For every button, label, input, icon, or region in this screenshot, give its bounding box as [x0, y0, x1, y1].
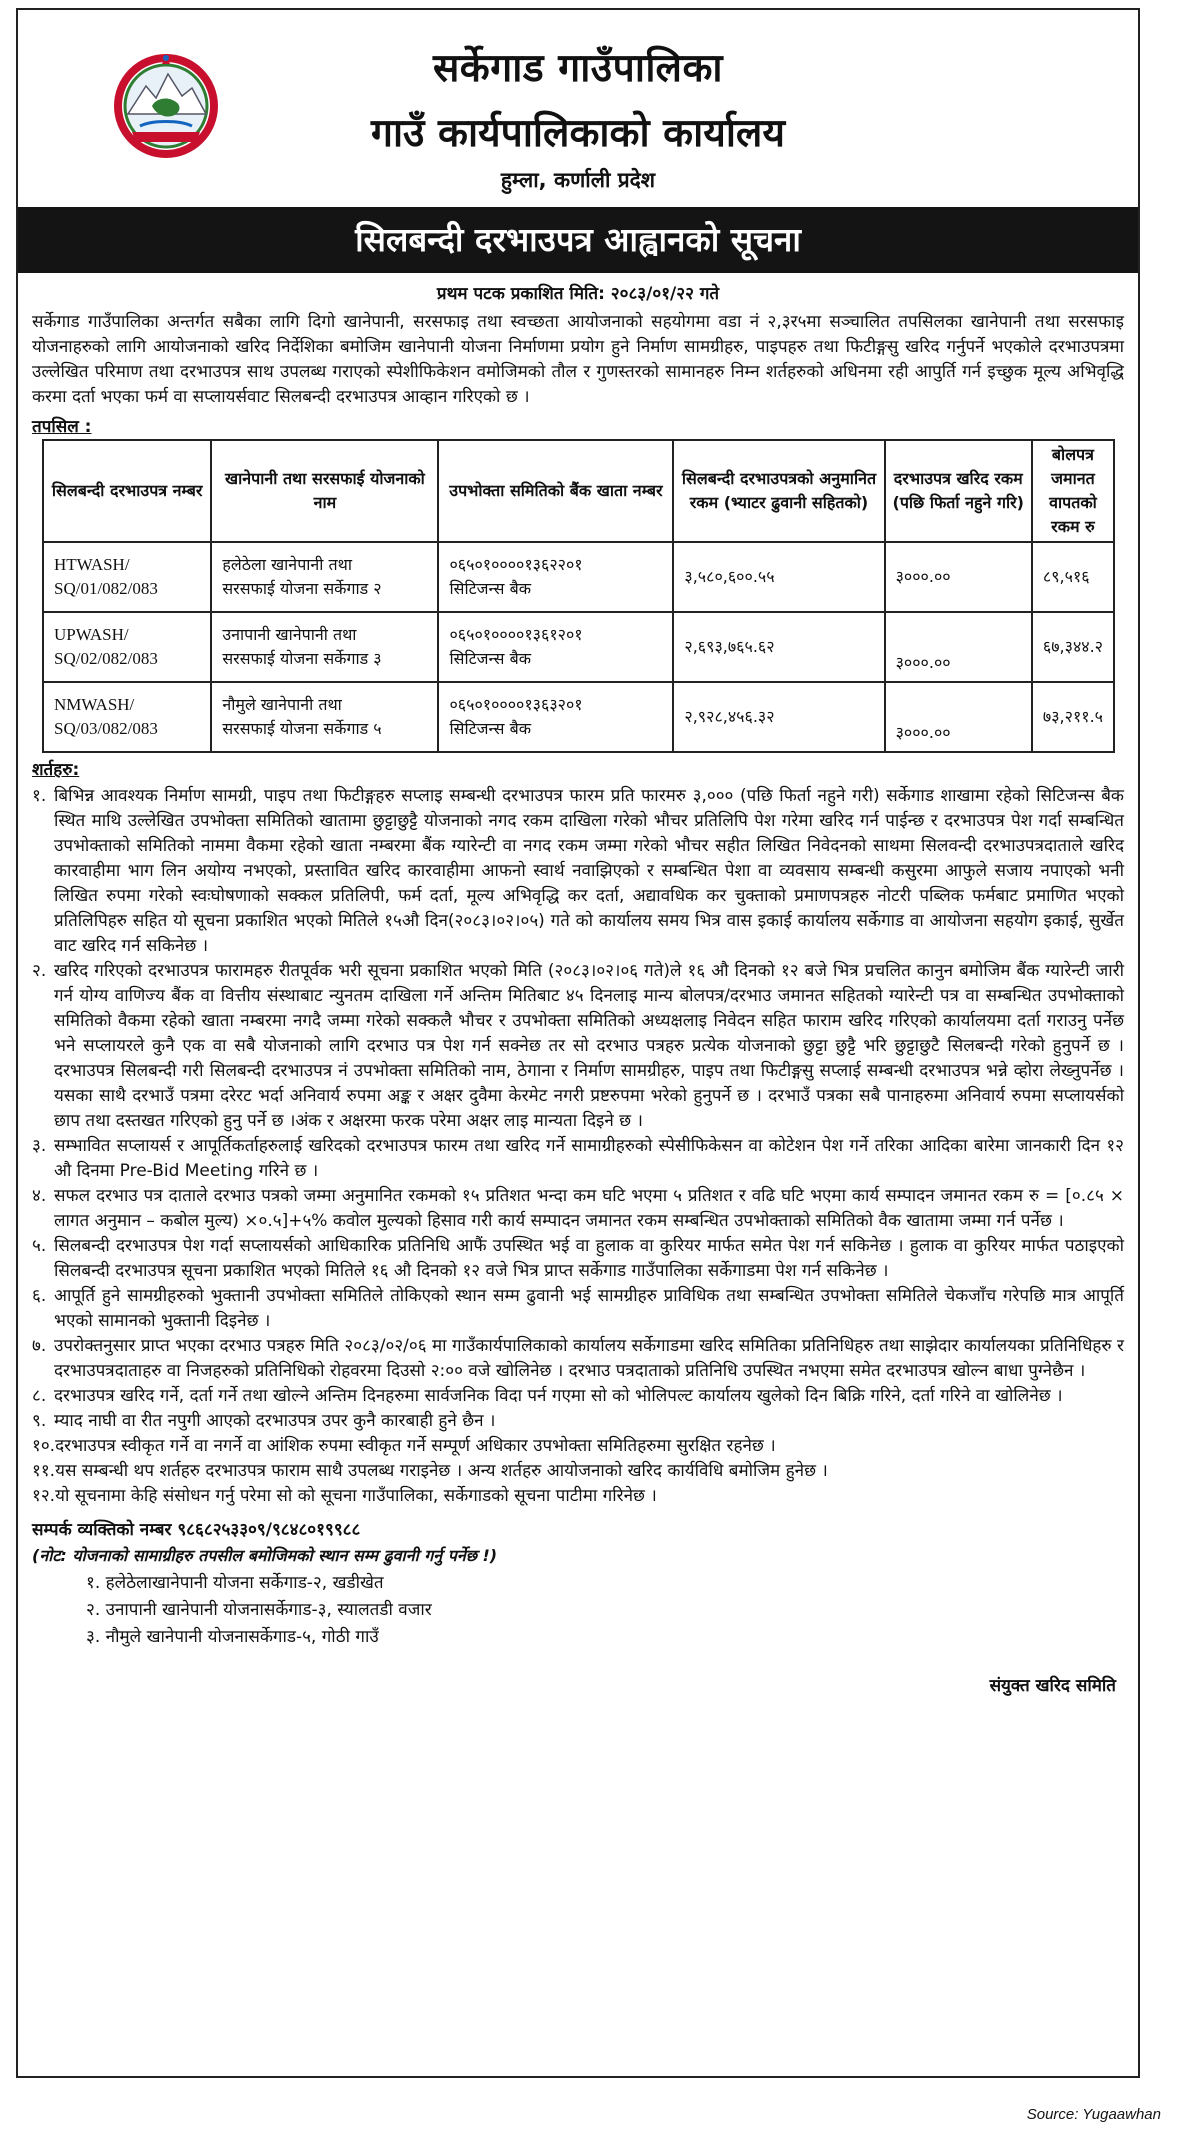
condition-number: ३. — [32, 1136, 47, 1156]
conditions-list — [32, 784, 1124, 1509]
bid-security-cell: ७३,२११.५ — [1032, 682, 1114, 752]
bank-name: सिटिजन्स बैक — [449, 649, 532, 668]
purchase-fee-cell: ३०००.०० — [885, 682, 1032, 752]
list-item — [32, 1409, 1124, 1434]
table-row — [43, 542, 1114, 612]
condition-text: आपूर्ति हुने सामग्रीहरुको भुक्तानी उपभोक्ता समितिले तोकिएको स्थान सम्म ढुवानी भई सामग्रीहरु प्राविधिक तथा सम्बन्धित उपभोक्ता समितिले चेकजाँच गरेपछि मात्र आपूर्ति भएको सामानको भुक्तानी दिइनेछ । — [54, 1286, 1124, 1331]
list-item — [32, 1184, 1124, 1234]
header-bank-account: उपभोक्ता समितिको बैंक खाता नम्बर — [438, 440, 673, 542]
intro-paragraph: सर्केगाड गाउँपालिका अन्तर्गत सबैका लागि दिगो खानेपानी, सरसफाइ तथा स्वच्छता आयोजनाको सहयोगमा वडा नं २,३र५मा सञ्चालित तपसिलका खानेपानी तथा सरसफाइ योजनाहरुको लागि आयोजनाको खरिद निर्देशिका बमोजिम खानेपानी योजना निर्माणमा प्रयोग हुने निर्माण सामग्रीहरु, पाइपहरु तथा फिटीङ्गसु खरिद गर्नुपर्ने भएकोले दरभाउपत्रमा उल्लेखित परिमाण तथा दरभाउपत्र साथ उपलब्ध गराएको स्पेशीफिकेशन वमोजिमको तौल र गुणस्तरको सामानहरु निम्न शर्तहरुको अधिनमा रही आपुर्ति गर्न इच्छुक मूल्य अभिवृद्धि करमा दर्ता भएका फर्म वा सप्लायर्सवाट सिलबन्दी दरभाउपत्र आव्हान गरिएको छ । — [32, 312, 1124, 407]
list-item — [32, 784, 1124, 959]
condition-number: ६. — [32, 1286, 47, 1306]
condition-text: उपरोक्तनुसार प्राप्त भएका दरभाउ पत्रहरु मिति २०८३/०२/०६ मा गाउँकार्यपालिकाको कार्यालय सर्केगाडमा खरिद समितिका प्रतिनिधिहरु तथा साझेदार कार्यालयका प्रतिनिधिहरु र दरभाउपत्रदाताहरु वा निजहरुको प्रतिनिधिको रोहवरमा दिउसो २:०० वजे खोलिनेछ । दरभाउ पत्रदाताको प्रतिनिधि उपस्थित नभएमा समेत दरभाउपत्र खोल्न बाधा पुग्नेछैन । — [54, 1336, 1124, 1381]
list-item — [32, 1484, 1124, 1509]
condition-number: ४. — [32, 1186, 47, 1206]
delivery-sites-list — [86, 1570, 1124, 1651]
bank-name: सिटिजन्स बैक — [449, 719, 532, 738]
list-item — [32, 1459, 1124, 1484]
condition-text: सिलबन्दी दरभाउपत्र पेश गर्दा सप्लायर्सको आधिकारिक प्रतिनिधि आफैं उपस्थित भई वा हुलाक वा कुरियर मार्फत समेत पेश गर्न सकिनेछ । हुलाक वा कुरियर मार्फत पठाइएको सिलबन्दी दरभाउपत्र सूचना प्रकाशित भएको मितिले १६ औ दिनको १२ वजे भित्र प्राप्त सर्केगाड गाउँपालिका सर्केगाडमा पेश गर्न सकिनेछ । — [54, 1236, 1124, 1281]
condition-number: १. — [32, 786, 47, 806]
condition-number: ९. — [32, 1411, 47, 1431]
issuing-committee: संयुक्त खरिद समिति — [989, 1676, 1116, 1696]
header-purchase-fee: दरभाउपत्र खरिद रकम (पछि फिर्ता नहुने गरि) — [885, 440, 1032, 542]
header-scheme-name: खानेपानी तथा सरसफाई योजनाको नाम — [211, 440, 438, 542]
header-tender-number: सिलबन्दी दरभाउपत्र नम्बर — [43, 440, 211, 542]
conditions-heading: शर्तहरु: — [32, 760, 80, 780]
bank-name: सिटिजन्स बैक — [449, 579, 532, 598]
tender-number-line: UPWASH/ — [54, 625, 129, 644]
condition-number: ११. — [32, 1461, 56, 1481]
tender-table — [42, 439, 1115, 753]
tender-number-line: SQ/02/082/083 — [54, 649, 158, 668]
scheme-name-line: सरसफाई योजना सर्केगाड ५ — [222, 719, 382, 738]
scheme-name-line: नौमुले खानेपानी तथा — [222, 695, 342, 714]
bank-account-cell — [438, 612, 673, 682]
condition-text: दरभाउपत्र खरिद गर्ने, दर्ता गर्ने तथा खोल्ने अन्तिम दिनहरुमा सार्वजनिक विदा पर्न गएमा सो को भोलिपल्ट कार्यालय खुलेको दिन बिक्रि गरिने, दर्ता गरिने वा खोलिनेछ । — [54, 1386, 1063, 1406]
scheme-name-line: हलेठेला खानेपानी तथा — [222, 555, 353, 574]
notice-content — [18, 310, 1138, 437]
scheme-name-line: सरसफाई योजना सर्केगाड २ — [222, 579, 382, 598]
condition-number: ८. — [32, 1386, 47, 1406]
scheme-name-cell — [211, 682, 438, 752]
scheme-name-line: सरसफाई योजना सर्केगाड ३ — [222, 649, 382, 668]
list-item — [32, 1134, 1124, 1184]
tender-number-cell — [43, 682, 211, 752]
delivery-note: (नोट: योजनाको सामाग्रीहरु तपसील बमोजिमको स्थान सम्म ढुवानी गर्नु पर्नेछ !) — [32, 1546, 498, 1565]
bid-security-cell: ८९,५१६ — [1032, 542, 1114, 612]
condition-text: म्याद नाघी वा रीत नपुगी आएको दरभाउपत्र उपर कुनै कारबाही हुने छैन । — [54, 1411, 496, 1431]
estimated-amount-cell: २,९२८,४५६.३२ — [673, 682, 884, 752]
bid-security-cell: ६७,३४४.२ — [1032, 612, 1114, 682]
scheme-name-cell — [211, 542, 438, 612]
list-item — [32, 959, 1124, 1134]
estimated-amount-cell: ३,५८०,६००.५५ — [673, 542, 884, 612]
list-item — [32, 1234, 1124, 1284]
condition-text: सफल दरभाउ पत्र दाताले दरभाउ पत्रको जम्मा अनुमानित रकमको १५ प्रतिशत भन्दा कम घटि भएमा ५ प्रतिशत र वढि घटि भएमा कार्य सम्पादन जमानत रकम रु = [०.८५ × लागत अनुमान – कबोल मुल्य) ×०.५]+५% कवोल मुल्यको हिसाव गरी कार्य सम्पादन जमानत रकम सम्बन्धित उपभोक्ताको समितिको वैक खातामा जम्मा गर्न पर्नेछ । — [54, 1186, 1124, 1231]
list-item — [32, 1434, 1124, 1459]
condition-number: ५. — [32, 1236, 47, 1256]
table-header-row — [43, 440, 1114, 542]
tender-number-cell — [43, 612, 211, 682]
schedule-heading: तपसिल : — [32, 417, 92, 437]
header-estimated-amount: सिलबन्दी दरभाउपत्रको अनुमानित रकम (भ्याटर ढुवानी सहितको) — [673, 440, 884, 542]
table-row — [43, 682, 1114, 752]
list-item: ३. नौमुले खानेपानी योजनासर्केगाड-५, गोठी गाउँ — [86, 1627, 379, 1647]
contact-number: सम्पर्क व्यक्तिको नम्बर ९८६८२५३३०९/९८४८०१९९८८ — [32, 1520, 361, 1540]
account-number: ०६५०१००००१३६१२०१ — [449, 625, 583, 644]
condition-number: ७. — [32, 1336, 47, 1356]
list-item — [32, 1284, 1124, 1334]
municipality-name: सर्केगाड गाउँपालिका — [432, 46, 724, 91]
office-location: हुम्ला, कर्णाली प्रदेश — [500, 168, 656, 192]
purchase-fee-cell: ३०००.०० — [885, 612, 1032, 682]
bank-account-cell — [438, 682, 673, 752]
tender-number-line: HTWASH/ — [54, 555, 130, 574]
condition-text: बिभिन्न आवश्यक निर्माण सामग्री, पाइप तथा फिटीङ्गहरु सप्लाइ सम्बन्धी दरभाउपत्र फारम प्रति फारमरु ३,००० (पछि फिर्ता नहुने गरी) सर्केगाड शाखामा रहेको सिटिजन्स बैक स्थित माथि उल्लेखित उपभोक्ता समितिको खातामा छुट्टाछुट्टै योजनाको नगद रकम दाखिला गरेको भौचर प्रतिलिपि पेश गरेमा खरिद गर्न पाईन्छ र दरभाउपत्र पेश गर्दा सम्बन्धित उपभोक्ताको समितिको नाममा वैकमा रहेको खाता नम्बरमा बैंक ग्यारेन्टी वा नगद रकम जम्मा गरेको भौचर सहीत लिखित निवेदनको साथमा सिलवन्दी दरभाउपत्रदाताले खरिद कारवाहीमा भाग लिन अयोग्य नभएको, प्रस्तावित खरिद कारवाहीमा आफनो स्वार्थ नवाझिएको र सम्बन्धित पेशा वा व्यवसाय सम्बन्धी कसुरमा आफुले सजाय नपाएको भनी लिखित रुपमा गरेको स्वःघोषणाको सक्कल प्रतिलिपी, फर्म दर्ता, मूल्य अभिवृद्धि कर दर्ता, अद्यावधिक कर चुक्ताको प्रमाणपत्रहरु नोटरी पब्लिक फर्मबाट प्रमाणित भएको प्रतिलिपिहरु सहित यो सूचना प्रकाशित भएको मितिले १५औ दिन(२०८३।०२।०५) गते को कार्यालय समय भित्र वास इकाई कार्यालय सर्केगाड वा आयोजना सहयोग इकाई, सुर्खेत वाट खरिद गर्न सकिनेछ । — [54, 786, 1124, 956]
notice-title-banner: सिलबन्दी दरभाउपत्र आह्वानको सूचना — [18, 207, 1138, 273]
condition-text: यो सूचनामा केहि संसोधन गर्नु परेमा सो को सूचना गाउँपालिका, सर्केगाडको सूचना पाटीमा गरिनेछ । — [55, 1486, 657, 1506]
tender-number-line: SQ/01/082/083 — [54, 579, 158, 598]
notice-header — [18, 10, 1138, 207]
list-item: २. उनापानी खानेपानी योजनासर्केगाड-३, स्यालतडी वजार — [86, 1600, 432, 1620]
list-item: १. हलेठेलाखानेपानी योजना सर्केगाड-२, खडीखेत — [86, 1573, 384, 1593]
publish-date: प्रथम पटक प्रकाशित मिति: २०८३/०१/२२ गते — [436, 284, 720, 304]
notice-page — [16, 8, 1140, 2078]
condition-text: दरभाउपत्र स्वीकृत गर्ने वा नगर्ने वा आंशिक रुपमा स्वीकृत गर्ने सम्पूर्ण अधिकार उपभोक्ता समितिहरुमा सुरक्षित रहनेछ । — [55, 1436, 776, 1456]
condition-number: १०. — [32, 1436, 56, 1456]
scheme-name-line: उनापानी खानेपानी तथा — [222, 625, 357, 644]
condition-text: यस सम्बन्धी थप शर्तहरु दरभाउपत्र फाराम साथै उपलब्ध गराइनेछ । अन्य शर्तहरु आयोजनाको खरिद कार्यविधि बमोजिम हुनेछ । — [55, 1461, 828, 1481]
scheme-name-cell — [211, 612, 438, 682]
source-credit: Source: Yugaawhan — [1026, 2106, 1161, 2123]
purchase-fee-cell: ३०००.०० — [885, 542, 1032, 612]
condition-number: १२. — [32, 1486, 56, 1506]
table-row — [43, 612, 1114, 682]
estimated-amount-cell: २,६९३,७६५.६२ — [673, 612, 884, 682]
condition-text: सम्भावित सप्लायर्स र आपूर्तिकर्ताहरुलाई खरिदको दरभाउपत्र फारम तथा खरिद गर्ने सामाग्रीहरुको स्पेसीफिकेसन वा कोटेशन पेश गर्ने तरिका आदिका बारेमा जानकारी दिन १२ औ दिनमा Pre-Bid Meeting गरिने छ । — [54, 1136, 1124, 1181]
list-item — [32, 1384, 1124, 1409]
condition-text: खरिद गरिएको दरभाउपत्र फारामहरु रीतपूर्वक भरी सूचना प्रकाशित भएको मिति (२०८३।०२।०६ गते)ले १६ औ दिनको १२ बजे भित्र प्रचलित कानुन बमोजिम बैंक ग्यारेन्टी जारी गर्न योग्य वाणिज्य बैंक वा वित्तीय संस्थाबाट न्युनतम दाखिला गर्ने अन्तिम मितिबाट ४५ दिनलाइ मान्य बोलपत्र/दरभाउ जमानत सहितको ग्यारेन्टी पत्र वा सम्बन्धित उपभोक्ताको समितिको वैकमा रहेको खाता नम्बरमा नगदै जम्मा गरेको सक्कलै भौचर र उपभोक्ता समितिको अध्यक्षलाइ निवेदन सहित फाराम खरिद गरिएको कार्यालयमा दर्ता गराउनु पर्नेछ भने सप्लायरले कुनै एक वा सबै योजनाको लागि दरभाउ पत्र पेश गर्न सक्नेछ तर सो दरभाउ पत्रहरु प्रत्येक योजनाको छुट्टा छुट्टै भरि छुट्टाछुटै सिलबन्दी गरेको हुनुपर्ने छ । दरभाउपत्र सिलबन्दी गरी सिलबन्दी दरभाउपत्र नं उपभोक्ता समितिको नाम, ठेगाना र निर्माण सामग्रीहरु, पाइप तथा फिटीङ्गसु सप्लाई सम्बन्धी दरभाउपत्र भन्ने व्होरा लेख्नुपर्नेछ । यसका साथै दरभाउँ पत्रमा दरेरट भर्दा अनिवार्य रुपमा अङ्क र अक्षर दुवैमा केरमेट नगरी प्रष्टरुपमा भरेको हुनुपर्ने छ । दरभाउँ पत्रका सबै पानाहरुमा अनिवार्य रुपमा सप्लायर्सको छाप तथा दस्तखत गरिएको हुनु पर्ने छ ।अंक र अक्षरमा फरक परेमा अक्षर लाइ मान्यता दिइने छ । — [54, 961, 1124, 1131]
tender-number-line: NMWASH/ — [54, 695, 135, 714]
tender-number-cell — [43, 542, 211, 612]
bank-account-cell — [438, 542, 673, 612]
list-item — [32, 1334, 1124, 1384]
header-bid-security: बोलपत्र जमानत वापतको रकम रु — [1032, 440, 1114, 542]
conditions-section — [18, 757, 1138, 1696]
tender-number-line: SQ/03/082/083 — [54, 719, 158, 738]
account-number: ०६५०१००००१३६२२०१ — [449, 555, 583, 574]
office-name: गाउँ कार्यपालिकाको कार्यालय — [371, 111, 785, 156]
account-number: ०६५०१००००१३६३२०१ — [449, 695, 583, 714]
condition-number: २. — [32, 961, 47, 981]
